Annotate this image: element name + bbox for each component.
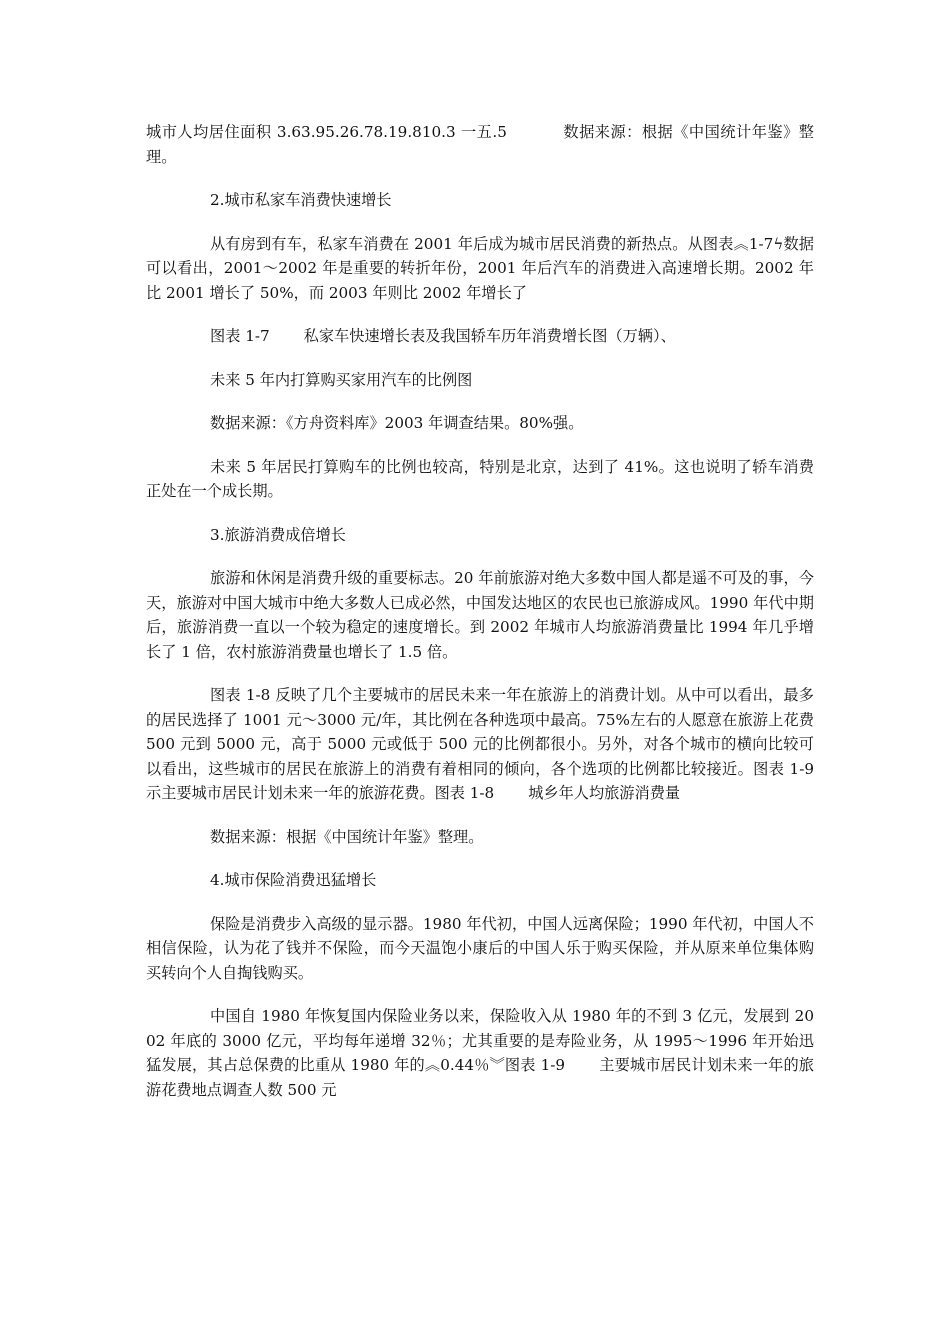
paragraph-housing-area: [146, 120, 814, 169]
paragraph-text: 图表 1-8 反映了几个主要城市的居民未来一年在旅游上的消费计划。从中可以看出，最多的居民选择了 1001 元～3000 元/年，其比例在各种选项中最高。75%左右的人愿意在旅游上花费 500 元到 5000 元，高于 5000 元或低于 500 元的比例都很小。另外，对各个城市的横向比较可以看出，这些城市的居民在旅游上的消费有着相同的倾向，各个选项的比例都比较接近。图表 1-9 示主要城市居民计划未来一年的旅游花费。图表 1-8: [146, 686, 814, 802]
figure-label: 图表 1-7: [210, 327, 270, 345]
data-source-note: 数据来源：根据《中国统计年鉴》整理。: [146, 123, 814, 166]
data-source-note: 数据来源：根据《中国统计年鉴》整理。: [210, 827, 484, 846]
paragraph-private-car: 从有房到有车，私家车消费在 2001 年后成为城市居民消费的新热点。从图表︽1-7ϟ数据可以看出，2001～2002 年是重要的转折年份，2001 年后汽车的消费进入高速增长期。2002 年比 2001 增长了 50%，而 2003 年则比 2002 年增长了: [146, 234, 814, 302]
paragraph-car-plans: 未来 5 年居民打算购车的比例也较高，特别是北京，达到了 41%。这也说明了轿车消费正处在一个成长期。: [146, 457, 814, 500]
section-heading-private-car: 2.城市私家车消费快速增长: [210, 191, 392, 209]
section-heading-insurance: 4.城市保险消费迅猛增长: [210, 871, 377, 889]
section-heading-tourism: 3.旅游消费成倍增长: [210, 525, 346, 544]
figure-title: 私家车快速增长表及我国轿车历年消费增长图（万辆）、: [303, 327, 676, 345]
figure-title: 主要城市居民计划未来一年的旅游花费地点调查人数 500 元: [146, 1056, 814, 1099]
paragraph-text: 中国自 1980 年恢复国内保险业务以来，保险收入从 1980 年的不到 3 亿元，发展到 2002 年底的 3000 亿元，平均每年递增 32％；尤其重要的是寿险业务，从 1995～1996 年开始迅猛发展，其占总保费的比重从 1980 年的︽0.44％︾图表 1-9: [146, 1007, 814, 1074]
data-source-note: 数据来源：《方舟资料库》2003 年调查结果。80%强。: [210, 414, 584, 432]
paragraph-text: 城市人均居住面积 3.63.95.26.78.19.810.3 一五.5: [146, 123, 507, 141]
paragraph-insurance-growth: [146, 1004, 814, 1102]
paragraph-figure-1-8: [146, 683, 814, 806]
paragraph-insurance: 保险是消费步入高级的显示器。1980 年代初，中国人远离保险；1990 年代初，中国人不相信保险，认为花了钱并不保险，而今天温饱小康后的中国人乐于购买保险，并从原来单位集体购买转向个人自掏钱购买。: [146, 914, 814, 982]
figure-caption-1-7: [146, 324, 814, 349]
figure-caption-continued: 未来 5 年内打算购买家用汽车的比例图: [210, 370, 473, 389]
document-page: [146, 120, 814, 1102]
paragraph-tourism: 旅游和休闲是消费升级的重要标志。20 年前旅游对绝大多数中国人都是遥不可及的事，今天，旅游对中国大城市中绝大多数人已成必然，中国发达地区的农民也已旅游成风。1990 年代中期后，旅游消费一直以一个较为稳定的速度增长。到 2002 年城市人均旅游消费量比 1994 年几乎增长了 1 倍，农村旅游消费量也增长了 1.5 倍。: [146, 569, 814, 661]
figure-title: 城乡年人均旅游消费量: [528, 784, 681, 802]
